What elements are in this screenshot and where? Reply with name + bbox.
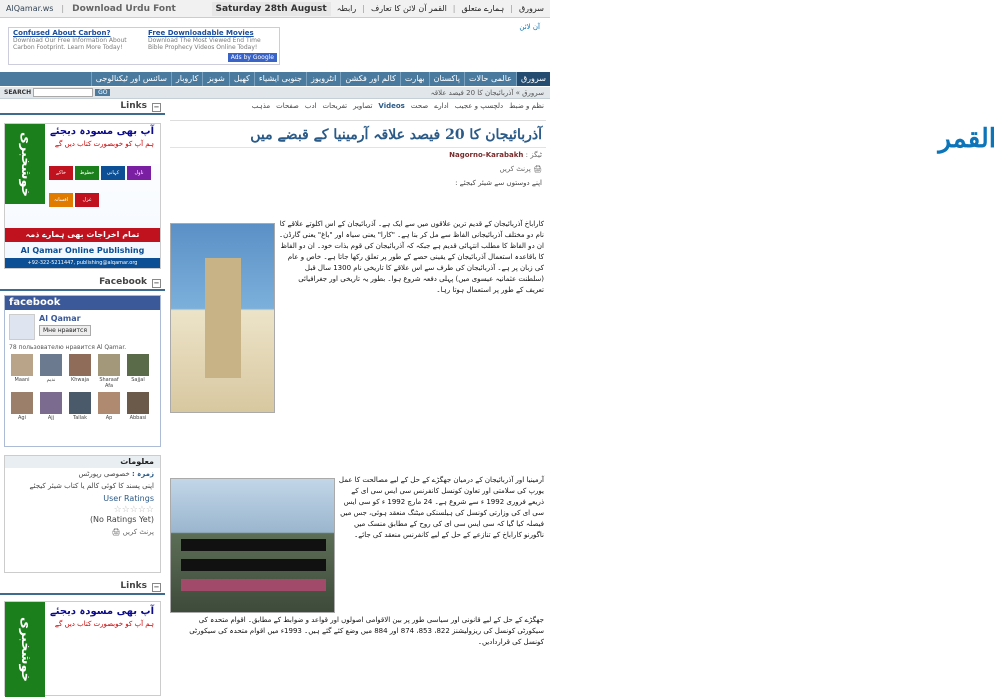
article-paragraph-2: آرمینیا اور آذربائیجان کے درمیان جھگڑے کے حل کے لیے مصالحت کا عمل یورپ کی سلامتی اور تعاون کونسل کانفرنس سی ایس سی ای کے ذریعے فروری 1992 ء سے شروع ہے۔ 24 مارچ 1992 ء کو سی ایس سی ای کی وزارتی کونسل کی ہیلسنکی میٹنگ منعقد ہوئی، جس میں فیصلہ کیا گیا کہ سی ایس سی ای کی روح کے مطابق منسک میں ناگورنو کاراباخ کے تنازعے کے حل کے لیے کانفرنس منعقد کی جائے۔ xyxy=(338,476,544,539)
search-label: SEARCH xyxy=(4,89,32,96)
avatar xyxy=(69,354,91,376)
fb-like-count: 78 пользователю нравится Al Qamar. xyxy=(9,344,127,351)
book-tag: کہانی xyxy=(101,166,125,180)
sub-nav xyxy=(170,101,546,121)
nav-home[interactable]: سرورق xyxy=(516,72,550,86)
flowers-row xyxy=(181,579,326,591)
memorial-photo xyxy=(170,478,335,613)
collapse-toggle-icon[interactable]: − xyxy=(153,103,160,111)
top-link-home[interactable]: سرورق xyxy=(518,4,544,13)
links-panel-heading xyxy=(0,101,165,115)
info-category-value[interactable]: خصوصی رپورٹس xyxy=(78,470,130,478)
banner-subheading: ہم آپ کو خوبصورت کتاب دیں گے xyxy=(54,620,154,628)
monument-shape xyxy=(205,258,241,378)
banner-phone: +92-322-5211447, publishing@alqamar.org xyxy=(5,258,160,268)
avatar xyxy=(127,392,149,414)
info-title: معلومات xyxy=(5,456,160,468)
nav-pakistan[interactable]: پاکستان xyxy=(429,72,464,86)
top-link-about-us[interactable]: ہمارے متعلق xyxy=(461,4,505,13)
ad-1-title[interactable]: Confused About Carbon? xyxy=(13,29,111,37)
fb-like-button[interactable]: Мне нравится xyxy=(39,325,91,336)
subnav-item[interactable]: ادارے xyxy=(434,102,449,110)
avatar xyxy=(11,392,33,414)
fb-face[interactable]: Tallak xyxy=(67,392,93,421)
subnav-item[interactable]: تصاویر xyxy=(353,102,373,110)
nav-interviews[interactable]: انٹرویوز xyxy=(306,72,340,86)
subnav-item[interactable]: مذہب xyxy=(251,102,271,110)
fb-face[interactable]: Maani xyxy=(9,354,35,389)
links-title: Links xyxy=(120,581,147,591)
fb-faces xyxy=(5,351,160,424)
banner-subheading: ہم آپ کو خوبصورت کتاب دیں گے xyxy=(54,140,154,148)
facebook-logo[interactable]: facebook xyxy=(5,296,160,310)
publishing-banner-2[interactable] xyxy=(4,601,161,696)
links-title: Links xyxy=(120,101,147,111)
facebook-title: Facebook xyxy=(99,277,147,287)
site-latin-link[interactable]: AlQamar.ws xyxy=(6,4,54,13)
logo-sub: آن لائن xyxy=(519,23,540,31)
subnav-item[interactable]: نظم و ضبط xyxy=(509,102,544,110)
nav-south-asia[interactable]: جنوبی ایشیاء xyxy=(254,72,306,86)
top-link-intro[interactable]: القمر آن لائن کا تعارف xyxy=(370,4,447,13)
fb-face[interactable]: Sajjal xyxy=(125,354,151,389)
facebook-widget xyxy=(4,295,161,447)
no-ratings-text: (No Ratings Yet) xyxy=(89,515,154,524)
ad-2-body: Download The Most Viewed End Time Bible Prophecy Videos Online Today! xyxy=(148,37,261,51)
article-body xyxy=(170,213,546,658)
book-tag: خاکے xyxy=(49,166,73,180)
avatar xyxy=(40,392,62,414)
nav-columns[interactable]: کالم اور فکشن xyxy=(340,72,400,86)
nav-science[interactable]: سائنس اور ٹیکنالوجی xyxy=(91,72,171,86)
sidebar-print-link[interactable]: 🖨 پرنٹ کریں xyxy=(111,528,154,536)
article-info-panel xyxy=(4,455,161,573)
avatar xyxy=(98,354,120,376)
nav-india[interactable]: بھارت xyxy=(400,72,429,86)
google-ad-box xyxy=(8,27,280,65)
article-tags: ٹیگز : Nagorno-Karabakh xyxy=(449,151,542,159)
subnav-item[interactable]: تفریحات xyxy=(322,102,348,110)
fb-face[interactable]: Agi xyxy=(9,392,35,421)
rating-stars-icon[interactable]: ☆☆☆☆☆ xyxy=(113,505,154,515)
ad-1[interactable] xyxy=(9,28,144,64)
fb-face[interactable]: ندیم xyxy=(38,354,64,389)
fb-face[interactable]: Ap xyxy=(96,392,122,421)
book-tag: خطوط xyxy=(75,166,99,180)
book-tag: ناول xyxy=(127,166,151,180)
fb-page-name[interactable]: Al Qamar xyxy=(39,314,81,323)
banner-green-label: خوشخبری xyxy=(5,602,45,697)
fb-face[interactable]: Sharaaf Afa xyxy=(96,354,122,389)
info-share-note: اپنی پسند کا کوئی کالم یا کتاب شیئر کیجئے xyxy=(29,482,154,490)
user-ratings-label: User Ratings xyxy=(103,494,154,503)
fb-page xyxy=(5,310,160,344)
left-sidebar xyxy=(0,101,165,682)
banner-publisher: Al Qamar Online Publishing xyxy=(20,246,145,255)
tag-link[interactable]: Nagorno-Karabakh xyxy=(449,151,524,159)
avatar xyxy=(127,354,149,376)
article-title: آذربائیجان کا 20 فیصد علاقہ آرمینیا کے قبضے میں xyxy=(170,121,546,148)
tags-label: ٹیگز xyxy=(530,151,542,159)
subnav-item[interactable]: صحت xyxy=(410,102,429,110)
search-row xyxy=(0,87,550,99)
banner-heading: آپ بھی مسودہ دیجئے xyxy=(49,126,154,137)
banner-heading: آپ بھی مسودہ دیجئے xyxy=(49,606,154,617)
nav-business[interactable]: کاروبار xyxy=(171,72,203,86)
download-urdu-font-link[interactable]: Download Urdu Font xyxy=(72,3,176,14)
collapse-toggle-icon[interactable]: − xyxy=(153,279,160,287)
article-paragraph-1: کاراباخ آذربائیجان کے قدیم ترین علاقوں میں سے ایک ہے۔ آذربائیجان کے اس اکلوتے علاقے کا نام دو مختلف آذربائیجانی الفاظ سے مل کر بنا ہے۔ "کارا" یعنی سیاہ اور "باغ" یعنی گارڈن۔ ان دو الفاظ کا مطلب انتہائی قدیم ہے جبکہ کہ آذربائیجان کی قوم بذات خود۔ ان دو الفاظ کا باقاعدہ استعمال آذربائیجان کے یقینی حصے کے طور پر تعلق رکھا جاتا ہے۔ خاص و عام کی زبان پر ہے۔ آذربائیجان کی طرف سے اس علاقے کا تاریخی نام 1300 سال قبل (سلطنت عثمانیہ عیسوی میں) پہلی دفعہ شروع ہوا۔ بطور یہ تاریخی اور جغرافیائی تعریف کے طور پر استعمال ہوتا رہا۔ xyxy=(278,220,544,294)
book-tag: افسانہ xyxy=(49,193,73,207)
search-input[interactable] xyxy=(33,88,93,97)
avatar xyxy=(98,392,120,414)
fb-face[interactable]: Khwaja xyxy=(67,354,93,389)
subnav-item[interactable]: ادب xyxy=(304,102,317,110)
publishing-banner[interactable] xyxy=(4,123,161,269)
article-print-link[interactable]: 🖨 پرنٹ کریں xyxy=(499,165,542,173)
avatar xyxy=(11,354,33,376)
graves-row xyxy=(181,559,326,571)
info-category xyxy=(5,468,160,480)
nav-sports[interactable]: کھیل xyxy=(229,72,254,86)
info-category-label: زمرہ : xyxy=(131,470,154,478)
banner-red-strip: تمام اخراجات بھی ہمارے ذمہ xyxy=(5,228,160,242)
subnav-item[interactable]: صفحات xyxy=(276,102,299,110)
book-tag: غزل xyxy=(75,193,99,207)
top-bar-right: سرورق | ہمارے متعلق | القمر آن لائن کا تعارف | رابطہ Saturday 28th August xyxy=(212,2,545,16)
logo-main: القمر xyxy=(938,124,996,154)
avatar xyxy=(69,392,91,414)
share-bar: اپنے دوستوں سے شیئر کیجئے : xyxy=(455,179,542,187)
facebook-panel-heading xyxy=(0,277,165,291)
main-content xyxy=(170,101,546,658)
breadcrumb: سرورق » آذربائیجان کا 20 فیصد علاقہ xyxy=(430,89,544,97)
avatar xyxy=(40,354,62,376)
links-panel-heading-2 xyxy=(0,581,165,595)
current-date: Saturday 28th August xyxy=(212,2,331,16)
top-bar-left: AlQamar.ws | Download Urdu Font xyxy=(6,3,176,14)
nav-showbiz[interactable]: شوبز xyxy=(202,72,228,86)
monument-photo xyxy=(170,223,275,413)
ads-by-google[interactable]: Ads by Google xyxy=(228,53,277,62)
banner-green-label: خوشخبری xyxy=(5,124,45,204)
banner-book-tags xyxy=(49,166,159,218)
top-link-contact[interactable]: رابطہ xyxy=(336,4,357,13)
top-bar xyxy=(0,0,550,18)
collapse-toggle-icon[interactable]: − xyxy=(153,583,160,591)
subnav-item[interactable]: دلچسپ و عجیب xyxy=(454,102,504,110)
nav-world[interactable]: عالمی حالات xyxy=(464,72,516,86)
article-paragraph-3: جھگڑے کے حل کے لیے قانونی اور سیاسی طور پر بین الاقوامی اصولوں اور قواعد و ضوابط کے مطابق۔ اقوام متحدہ کی سیکورٹی کونسل کی ریزولیشنز 822، 853، 874 اور 884 میں وضع کئے گئے ہیں۔ 1993ء میں اقوام متحدہ کی سیکورٹی کونسل کی قراردادیں۔ xyxy=(189,616,544,646)
fb-face[interactable]: Ajj xyxy=(38,392,64,421)
fb-page-avatar[interactable] xyxy=(9,314,35,340)
graves-row xyxy=(181,539,326,551)
ad-1-body: Download Our Free Information About Carbon Footprint. Learn More Today! xyxy=(13,37,127,51)
search-go-button[interactable]: GO xyxy=(95,89,110,96)
subnav-videos[interactable]: Videos xyxy=(378,102,405,110)
main-nav xyxy=(0,72,550,86)
ad-2-title[interactable]: Free Downloadable Movies xyxy=(148,29,254,37)
fb-face[interactable]: Abbasi xyxy=(125,392,151,421)
